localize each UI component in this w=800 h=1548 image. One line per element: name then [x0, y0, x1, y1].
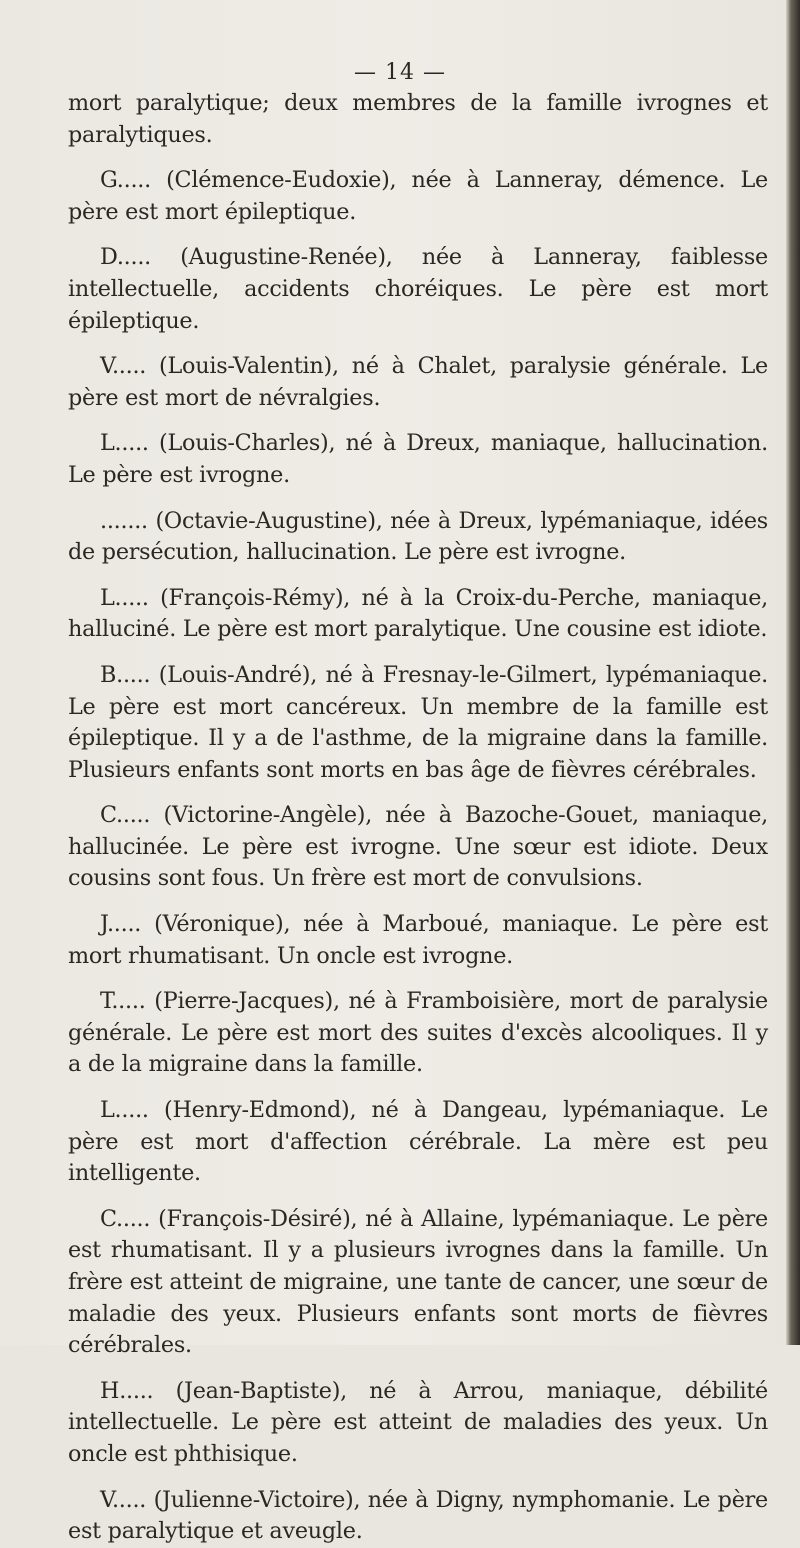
case-entry: L..... (Henry-Edmond), né à Dangeau, lypémaniaque. Le père est mort d'affection cérébrale. La mère est peu intelligente. [68, 1097, 768, 1187]
case-entry: J..... (Véronique), née à Marboué, maniaque. Le père est mort rhumatisant. Un oncle est ivrogne. [68, 911, 768, 969]
case-entry: C..... (François-Désiré), né à Allaine, lypémaniaque. Le père est rhumatisant. Il y a plusieurs ivrognes dans la famille. Un frère est atteint de migraine, une tante de cancer, une sœur de maladie des yeux. Plusieurs enfants sont morts de fièvres cérébrales. [68, 1205, 768, 1359]
case-entry: H..... (Jean-Baptiste), né à Arrou, maniaque, débilité intellectuelle. Le père est atteint de maladies des yeux. Un oncle est phthisique. [68, 1377, 768, 1467]
case-entry: G..... (Clémence-Eudoxie), née à Lanneray, démence. Le père est mort épileptique. [68, 167, 768, 225]
case-entry: B..... (Louis-André), né à Fresnay-le-Gilmert, lypémaniaque. Le père est mort cancéreux. Un membre de la famille est épileptique. Il y a de l'asthme, de la migraine dans la famille. Plusieurs enfants sont morts en bas âge de fièvres cérébrales. [68, 661, 768, 783]
case-entry: C..... (Victorine-Angèle), née à Bazoche-Gouet, maniaque, hallucinée. Le père est ivrogne. Une sœur est idiote. Deux cousins sont fous. Un frère est mort de convulsions. [68, 802, 768, 892]
case-entry: L..... (François-Rémy), né à la Croix-du-Perche, maniaque, halluciné. Le père est mort paralytique. Une cousine est idiote. [68, 584, 768, 643]
paragraph-continuation: mort paralytique; deux membres de la famille ivrognes et paralytiques. [68, 90, 768, 148]
page-number: — 14 — [354, 60, 446, 85]
case-entry: ....... (Octavie-Augustine), née à Dreux, lypémaniaque, idées de persécution, hallucination. Le père est ivrogne. [68, 507, 768, 566]
case-entry: T..... (Pierre-Jacques), né à Framboisière, mort de paralysie générale. Le père est mort des suites d'excès alcooliques. Il y a de la migraine dans la famille. [68, 988, 768, 1078]
case-entry: D..... (Augustine-Renée), née à Lanneray, faiblesse intellectuelle, accidents choréiques. Le père est mort épileptique. [68, 244, 768, 334]
case-entry: V..... (Julienne-Victoire), née à Digny, nymphomanie. Le père est paralytique et aveugle. [68, 1486, 768, 1545]
page-binding-edge [786, 0, 800, 1345]
case-entry: V..... (Louis-Valentin), né à Chalet, paralysie générale. Le père est mort de névralgies. [68, 353, 768, 411]
case-entry: L..... (Louis-Charles), né à Dreux, maniaque, hallucination. Le père est ivrogne. [68, 430, 768, 488]
page-body [68, 88, 768, 1548]
